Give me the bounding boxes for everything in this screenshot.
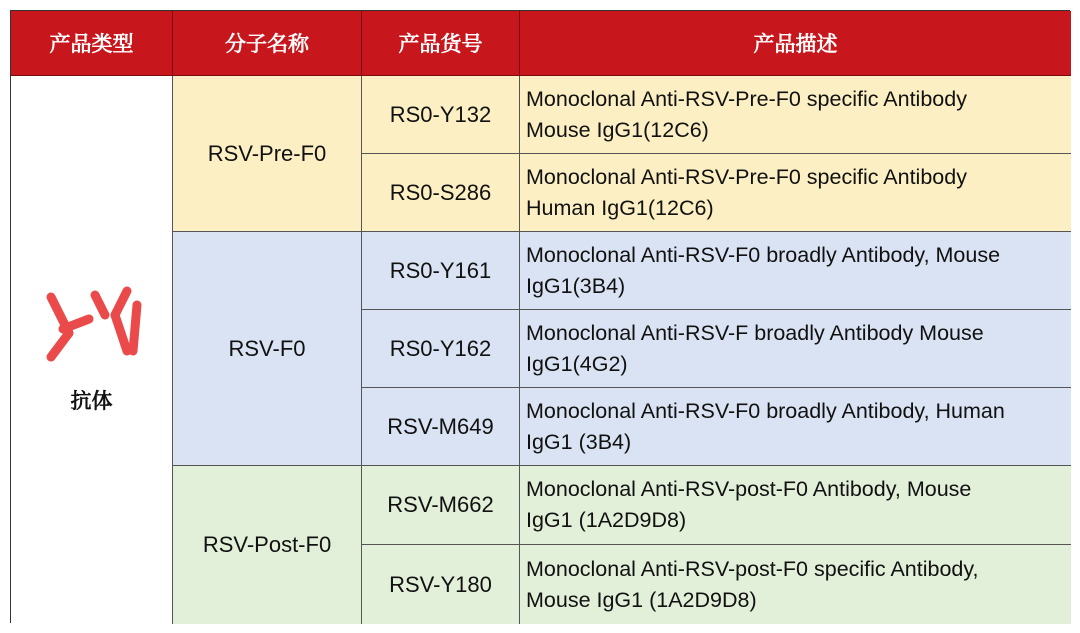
desc-line: Monoclonal Anti-RSV-post-F0 specific Antibody, bbox=[526, 556, 979, 581]
desc-line: Monoclonal Anti-RSV-post-F0 Antibody, Mouse bbox=[526, 477, 972, 501]
desc-line: Mouse IgG1 (1A2D9D8) bbox=[526, 587, 757, 612]
product-code: RS0-Y132 bbox=[362, 76, 520, 154]
header-product-code: 产品货号 bbox=[362, 11, 520, 76]
desc-line: Human IgG1(12C6) bbox=[526, 195, 714, 220]
product-description bbox=[520, 466, 1071, 545]
desc-line: IgG1(3B4) bbox=[526, 273, 626, 298]
product-type-cell bbox=[11, 76, 173, 624]
product-table bbox=[10, 10, 1070, 623]
product-code: RS0-Y161 bbox=[362, 232, 520, 310]
product-code: RS0-S286 bbox=[362, 154, 520, 232]
product-type-label: 抗体 bbox=[70, 390, 113, 413]
desc-line: IgG1 (3B4) bbox=[526, 429, 632, 454]
molecule-cell: RSV-Post-F0 bbox=[173, 466, 362, 624]
desc-line: IgG1(4G2) bbox=[526, 351, 628, 376]
desc-line: Monoclonal Anti-RSV-Pre-F0 specific Antibody bbox=[526, 86, 967, 111]
product-description bbox=[520, 76, 1071, 154]
desc-line: Monoclonal Anti-RSV-F0 broadly Antibody, Mouse bbox=[526, 242, 1001, 267]
antibody-icon bbox=[37, 285, 147, 365]
desc-line: Monoclonal Anti-RSV-F broadly Antibody Mouse bbox=[526, 320, 984, 345]
desc-line: Monoclonal Anti-RSV-Pre-F0 specific Antibody bbox=[526, 164, 967, 189]
product-code: RSV-M649 bbox=[362, 388, 520, 466]
molecule-cell: RSV-Pre-F0 bbox=[173, 76, 362, 232]
product-code: RSV-Y180 bbox=[362, 545, 520, 624]
product-description bbox=[520, 545, 1071, 624]
molecule-cell: RSV-F0 bbox=[173, 232, 362, 466]
product-code: RS0-Y162 bbox=[362, 310, 520, 388]
desc-line: Mouse IgG1(12C6) bbox=[526, 117, 709, 142]
desc-line: Monoclonal Anti-RSV-F0 broadly Antibody, Human bbox=[526, 398, 1005, 423]
product-description bbox=[520, 388, 1071, 466]
desc-line: IgG1 (1A2D9D8) bbox=[526, 508, 687, 532]
product-code: RSV-M662 bbox=[362, 466, 520, 545]
header-molecule-name: 分子名称 bbox=[173, 11, 362, 76]
header-product-description: 产品描述 bbox=[520, 11, 1071, 76]
product-description bbox=[520, 310, 1071, 388]
product-description bbox=[520, 232, 1071, 310]
header-product-type: 产品类型 bbox=[11, 11, 173, 76]
product-description bbox=[520, 154, 1071, 232]
